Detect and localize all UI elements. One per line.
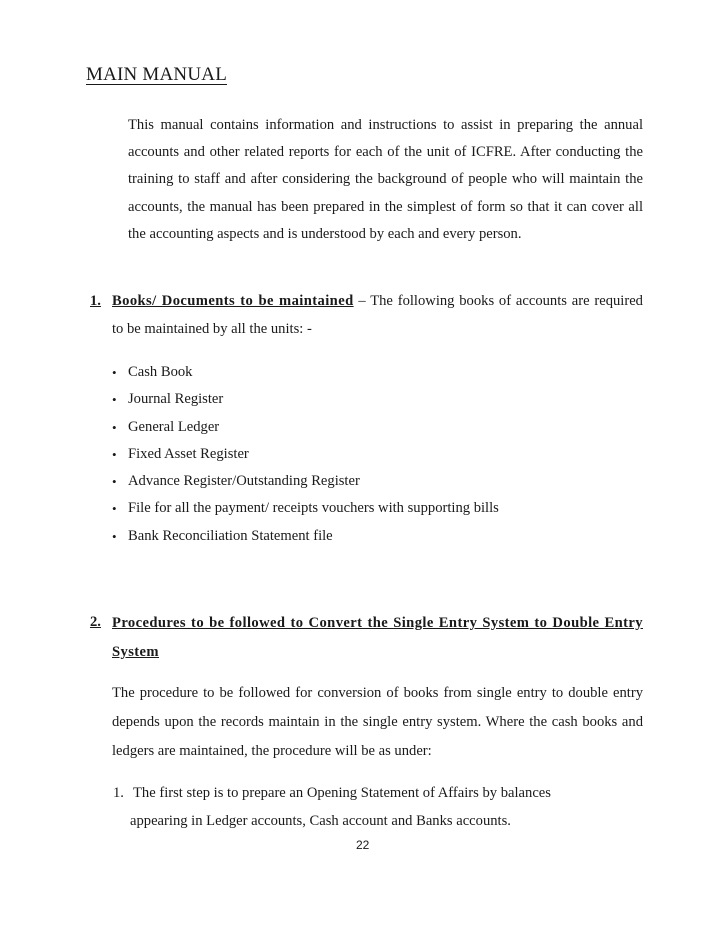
- bullet-icon: •: [112, 446, 117, 462]
- bullet-icon: •: [112, 419, 117, 435]
- list-item: • Fixed Asset Register: [112, 441, 499, 468]
- section-2-number: 2.: [90, 614, 101, 630]
- bullet-icon: •: [112, 501, 117, 517]
- list-item: • Journal Register: [112, 386, 499, 413]
- list-item: • Advance Register/Outstanding Register: [112, 468, 499, 495]
- page-number: 22: [356, 838, 370, 852]
- intro-paragraph: This manual contains information and instructions to assist in preparing the annual accounts and other related reports for each of the unit of ICFRE. After conducting the training to staff and after considering the background of people who will maintain the accounts, the manual has been prepared in the simplest of form so that it can cover all the accounting aspects and is understood by each and every person.: [128, 117, 643, 242]
- section-1-text: – The following books of accounts are required to be maintained by all the units: -: [112, 293, 643, 337]
- section-1-body: [112, 288, 643, 343]
- list-item: • Cash Book: [112, 359, 499, 386]
- step-1-number: 1.: [113, 785, 124, 801]
- section-1-number: 1.: [90, 293, 101, 309]
- bullet-icon: •: [112, 392, 117, 408]
- step-1: [113, 780, 643, 835]
- section-2-heading: Procedures to be followed to Convert the Single Entry System to Double Entry System: [112, 615, 643, 660]
- section-1-heading: Books/ Documents to be maintained: [112, 293, 354, 309]
- list-item: • File for all the payment/ receipts vouchers with supporting bills: [112, 495, 499, 522]
- bullet-icon: •: [112, 528, 117, 544]
- books-list: [112, 359, 499, 550]
- bullet-icon: •: [112, 365, 117, 380]
- list-item: • General Ledger: [112, 414, 499, 441]
- bullet-icon: •: [112, 474, 117, 490]
- list-item: • Bank Reconciliation Statement file: [112, 523, 499, 550]
- section-2-paragraph: The procedure to be followed for conversion of books from single entry to double entry depends upon the records maintain in the single entry system. Where the cash books and ledgers are maintained, the procedure will be as under:: [112, 685, 643, 759]
- step-1-line-2: appearing in Ledger accounts, Cash account and Banks accounts.: [130, 812, 511, 829]
- section-2-heading-block: [112, 609, 643, 667]
- step-1-line-1: The first step is to prepare an Opening Statement of Affairs by balances: [133, 785, 551, 801]
- page-title: MAIN MANUAL: [86, 64, 227, 85]
